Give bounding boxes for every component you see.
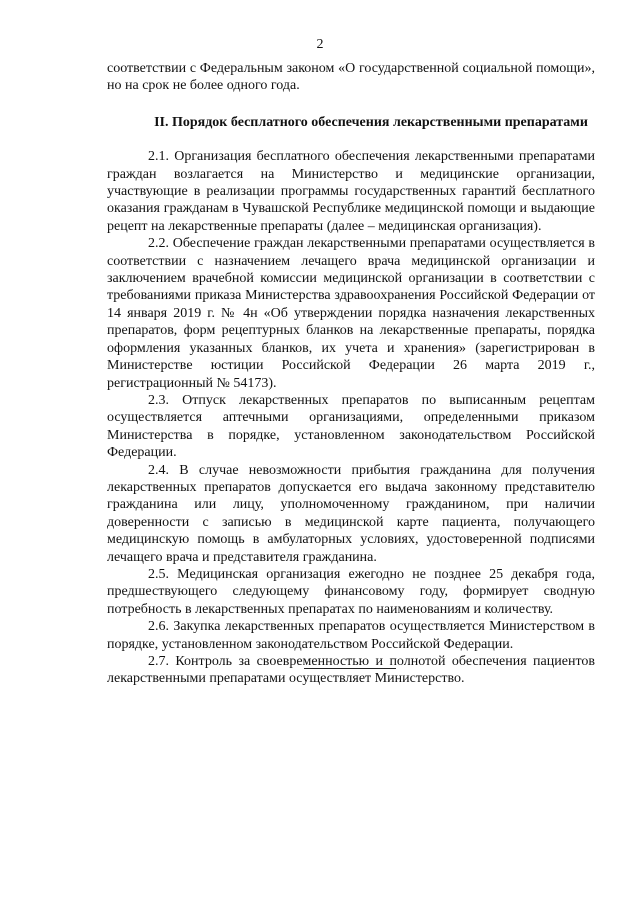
footer-divider-line [304, 668, 396, 669]
paragraph-2-2: 2.2. Обеспечение граждан лекарственными препаратами осуществляется в соответствии с назначением лечащего врача медицинской организации и заключением врачебной комиссии медицинской организации в соответствии с требованиями приказа Министерства здравоохранения Российской Федерации от 14 января 2019 г. № 4н «Об утверждении порядка назначения лекарственных препаратов, форм рецептурных бланков на лекарственные препараты, порядка оформления указанных бланков, их учета и хранения» (зарегистрирован в Министерстве юстиции Российской Федерации 26 марта 2019 г., регистрационный № 54173). [107, 236, 595, 391]
paragraph-2-3: 2.3. Отпуск лекарственных препаратов по выписанным рецептам осуществляется аптечными организациями, определенными приказом Министерства в порядке, установленном законодательством Российской Федерации. [107, 392, 595, 461]
paragraph-2-4: 2.4. В случае невозможности прибытия гражданина для получения лекарственных препаратов допускается его выдача законному представителю гражданина или лицу, уполномоченному гражданином, при наличии доверенности с записью в медицинской карте пациента, получающего медицинскую помощь в амбулаторных условиях, удостоверенной подписями лечащего врача и представителя гражданина. [107, 462, 595, 565]
paragraph-2-5: 2.5. Медицинская организация ежегодно не позднее 25 декабря года, предшествующего следующему финансовому году, формирует сводную потребность в лекарственных препаратах по наименованиям и количеству. [107, 566, 595, 617]
document-body [107, 60, 595, 688]
paragraph-2-1: 2.1. Организация бесплатного обеспечения лекарственными препаратами граждан возлагается на Министерство и медицинские организации, участвующие в реализации программы государственных гарантий бесплатного оказания гражданам в Чувашской Республике медицинской помощи и выдающие рецепт на лекарственные препараты (далее – медицинская организация). [107, 149, 595, 234]
page-number: 2 [316, 37, 324, 52]
paragraph-2-6: 2.6. Закупка лекарственных препаратов осуществляется Министерством в порядке, установленном законодательством Российской Федерации. [107, 619, 595, 652]
paragraph-2-7: 2.7. Контроль за своевременностью и полнотой обеспечения пациентов лекарственными препаратами осуществляет Министерство. [107, 654, 595, 687]
section-heading: II. Порядок бесплатного обеспечения лекарственными препаратами [154, 114, 588, 130]
intro-continuation-text: соответствии с Федеральным законом «О государственной социальной помощи», но на срок не более одного года. [107, 61, 595, 94]
